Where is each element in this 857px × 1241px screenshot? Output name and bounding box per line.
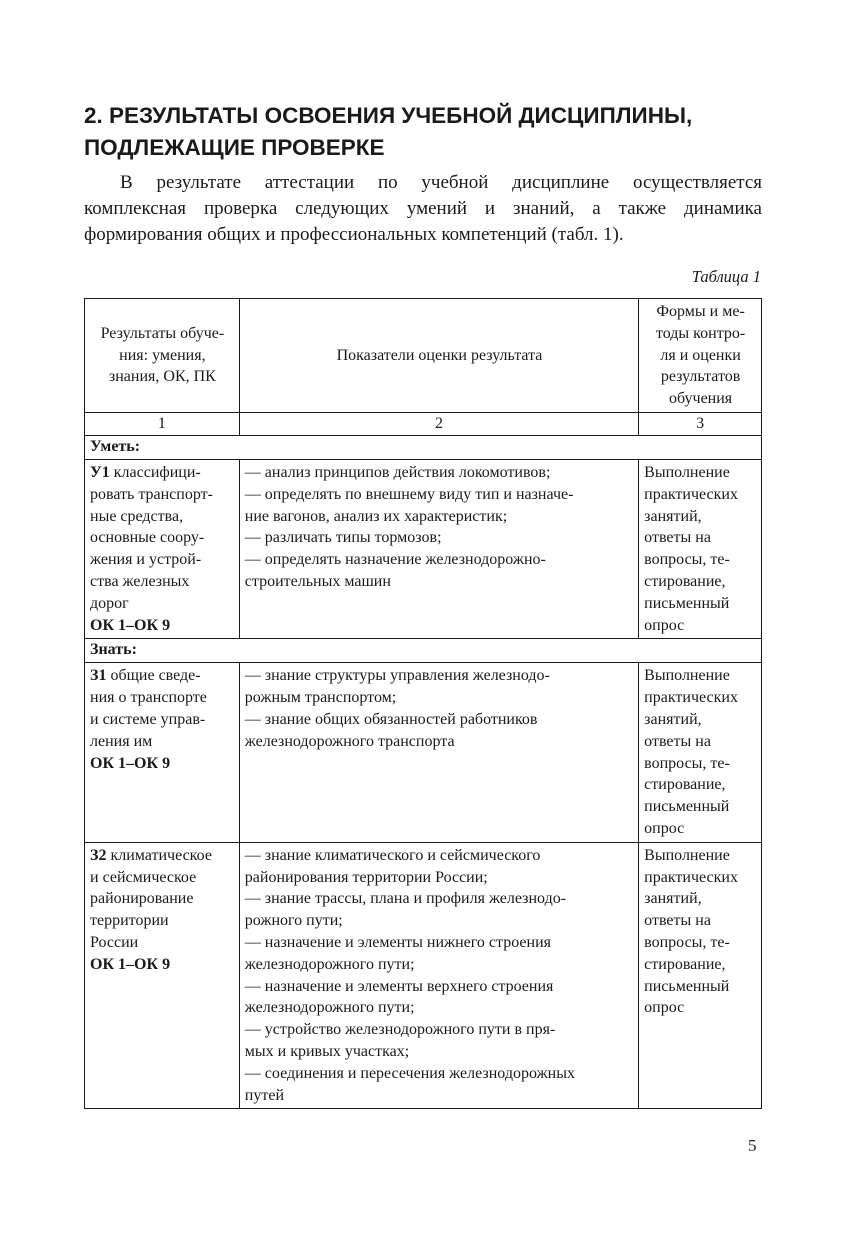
table-header-row [85, 299, 762, 413]
result-cell: З2 климатическое и сейсмическое районирование территории России ОК 1–ОК 9 [85, 842, 240, 1109]
intro-paragraph [84, 170, 762, 248]
page-number: 5 [748, 1136, 757, 1155]
methods-cell: Выполнение практических занятий, ответы на вопросы, те- стирование, письменный опрос [639, 842, 762, 1109]
column-number-row [85, 412, 762, 435]
result-code: У1 [90, 463, 110, 481]
competence-code: ОК 1–ОК 9 [90, 616, 171, 634]
section-row-knowledge [85, 639, 762, 663]
column-number: 3 [639, 412, 762, 435]
results-table [84, 298, 762, 1109]
table-row [85, 459, 762, 638]
result-cell: З1 общие сведе- ния о транспорте и системе управ- ления им ОК 1–ОК 9 [85, 663, 240, 842]
intro-line: комплексная проверка следующих умений и знаний, а также динамика [84, 198, 762, 219]
indicators-cell: — знание структуры управления железнодо- рожным транспортом; — знание общих обязанностей работников железнодорожного транспорта [239, 663, 638, 842]
intro-line: В результате аттестации по учебной дисциплине осуществляется [120, 172, 762, 193]
column-number: 1 [85, 412, 240, 435]
indicators-cell: — знание климатического и сейсмического районирования территории России; — знание трассы, плана и профиля железнодо- рожного пути; — назначение и элементы нижнего строения железнодорожного пути; — назначение и элементы верхнего строения железнодорожного пути; — устройство железнодорожного пути в пря- мых и кривых участках; — соединения и пересечения железнодорожных путей [239, 842, 638, 1109]
heading-line: ПОДЛЕЖАЩИЕ ПРОВЕРКЕ [84, 135, 385, 160]
result-code: З2 [90, 846, 107, 864]
table-row [85, 663, 762, 842]
section-title: Уметь: [85, 435, 762, 459]
section-title: Знать: [85, 639, 762, 663]
methods-cell: Выполнение практических занятий, ответы на вопросы, те- стирование, письменный опрос [639, 459, 762, 638]
heading-line: 2. РЕЗУЛЬТАТЫ ОСВОЕНИЯ УЧЕБНОЙ ДИСЦИПЛИНЫ, [84, 103, 693, 128]
header-indicators: Показатели оценки результата [239, 299, 638, 413]
column-number: 2 [239, 412, 638, 435]
result-code: З1 [90, 667, 107, 685]
table-caption: Таблица 1 [691, 267, 761, 286]
table-row [85, 842, 762, 1109]
header-results: Результаты обуче- ния: умения, знания, ОК, ПК [85, 299, 240, 413]
section-heading [84, 100, 774, 164]
indicators-cell: — анализ принципов действия локомотивов; — определять по внешнему виду тип и назначе- ние вагонов, анализ их характеристик; — различать типы тормозов; — определять назначение железнодорожно- строительных машин [239, 459, 638, 638]
competence-code: ОК 1–ОК 9 [90, 955, 171, 973]
result-cell: У1 классифици- ровать транспорт- ные средства, основные соору- жения и устрой- ства железных дорог ОК 1–ОК 9 [85, 459, 240, 638]
competence-code: ОК 1–ОК 9 [90, 754, 171, 772]
section-row-skills [85, 435, 762, 459]
intro-line: формирования общих и профессиональных компетенций (табл. 1). [84, 224, 624, 245]
header-methods: Формы и ме- тоды контро- ля и оценки результатов обучения [639, 299, 762, 413]
methods-cell: Выполнение практических занятий, ответы на вопросы, те- стирование, письменный опрос [639, 663, 762, 842]
